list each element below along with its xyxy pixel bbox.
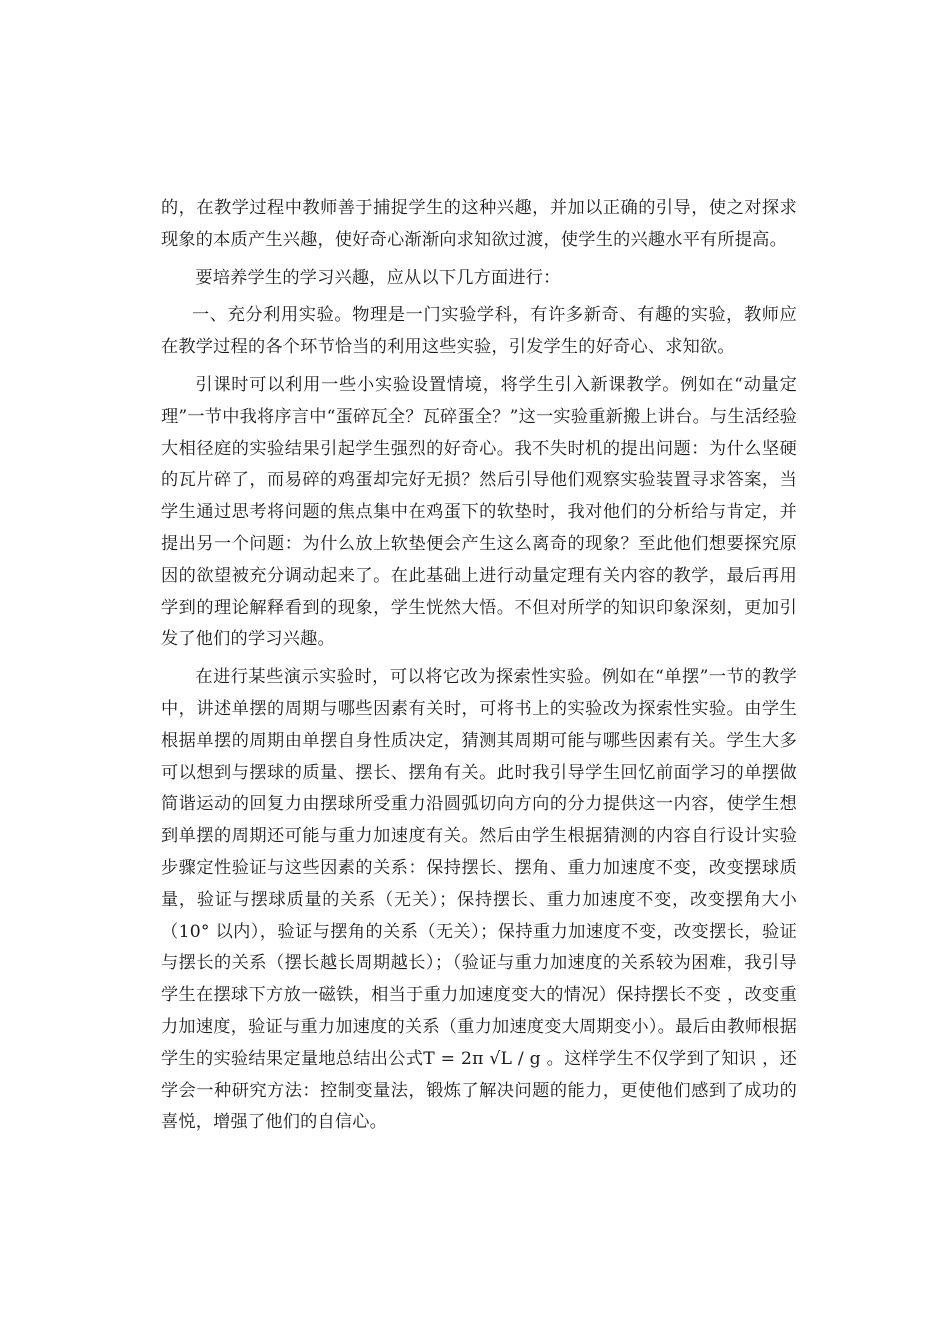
paragraph-section-one: 一、充分利用实验。物理是一门实验学科，有许多新奇、有趣的实验，教师应在教学过程的各个环节恰当的利用这些实验，引发学生的好奇心、求知欲。 (161, 305, 797, 358)
paragraph-continuation: 的，在教学过程中教师善于捕捉学生的这种兴趣，并加以正确的引导，使之对探求现象的本质产生兴趣，使好奇心渐渐向求知欲过渡，使学生的兴趣水平有所提高。 (161, 198, 797, 250)
paragraph-pendulum-example: 在进行某些演示实验时，可以将它改为探索性实验。例如在“单摆”一节的教学中，讲述单摆的周期与哪些因素有关时，可将书上的实验改为探索性实验。由学生根据单摆的周期由单摆自身性质决定，猜测其周期可能与哪些因素有关。学生大多可以想到与摆球的质量、摆长、摆角有关。此时我引导学生回忆前面学习的单摆做简谐运动的回复力由摆球所受重力沿圆弧切向方向的分力提供这一内容，使学生想到单摆的周期还可能与重力加速度有关。然后由学生根据猜测的内容自行设计实验步骤定性验证与这些因素的关系：保持摆长、摆角、重力加速度不变，改变摆球质量，验证与摆球质量的关系（无关）；保持摆长、重力加速度不变，改变摆角大小（10° 以内），验证与摆角的关系（无关）；保持重力加速度不变，改变摆长，验证与摆长的关系（摆长越长周期越长）；（验证与重力加速度的关系较为困难，我引导学生在摆球下方放一磁铁，相当于重力加速度变大的情况）保持摆长不变 ，改变重力加速度，验证与重力加速度的关系（重力加速度变大周期变小）。最后由教师根据学生的实验结果定量地总结出公式T = 2π √L / g 。这样学生不仅学到了知识 ，还学会一种研究方法：控制变量法，锻炼了解决问题的能力，更使他们感到了成功的喜悦，增强了他们的自信心。 (161, 667, 797, 1133)
paragraph-intro: 要培养学生的学习兴趣，应从以下几方面进行： (195, 267, 561, 288)
document-body (161, 193, 797, 1139)
paragraph-momentum-example: 引课时可以利用一些小实验设置情境，将学生引入新课教学。例如在“动量定理”一节中我将序言中“蛋碎瓦全？瓦碎蛋全？”这一实验重新搬上讲台。与生活经验大相径庭的实验结果引起学生强烈的好奇心。我不失时机的提出问题：为什么坚硬的瓦片碎了，而易碎的鸡蛋却完好无损？然后引导他们观察实验装置寻求答案，当学生通过思考将问题的焦点集中在鸡蛋下的软垫时，我对他们的分析给与肯定，并提出另一个问题：为什么放上软垫便会产生这么离奇的现象？至此他们想要探究原因的欲望被充分调动起来了。在此基础上进行动量定理有关内容的教学，最后再用学到的理论解释看到的现象，学生恍然大悟。不但对所学的知识印象深刻，更加引发了他们的学习兴趣。 (161, 374, 797, 650)
